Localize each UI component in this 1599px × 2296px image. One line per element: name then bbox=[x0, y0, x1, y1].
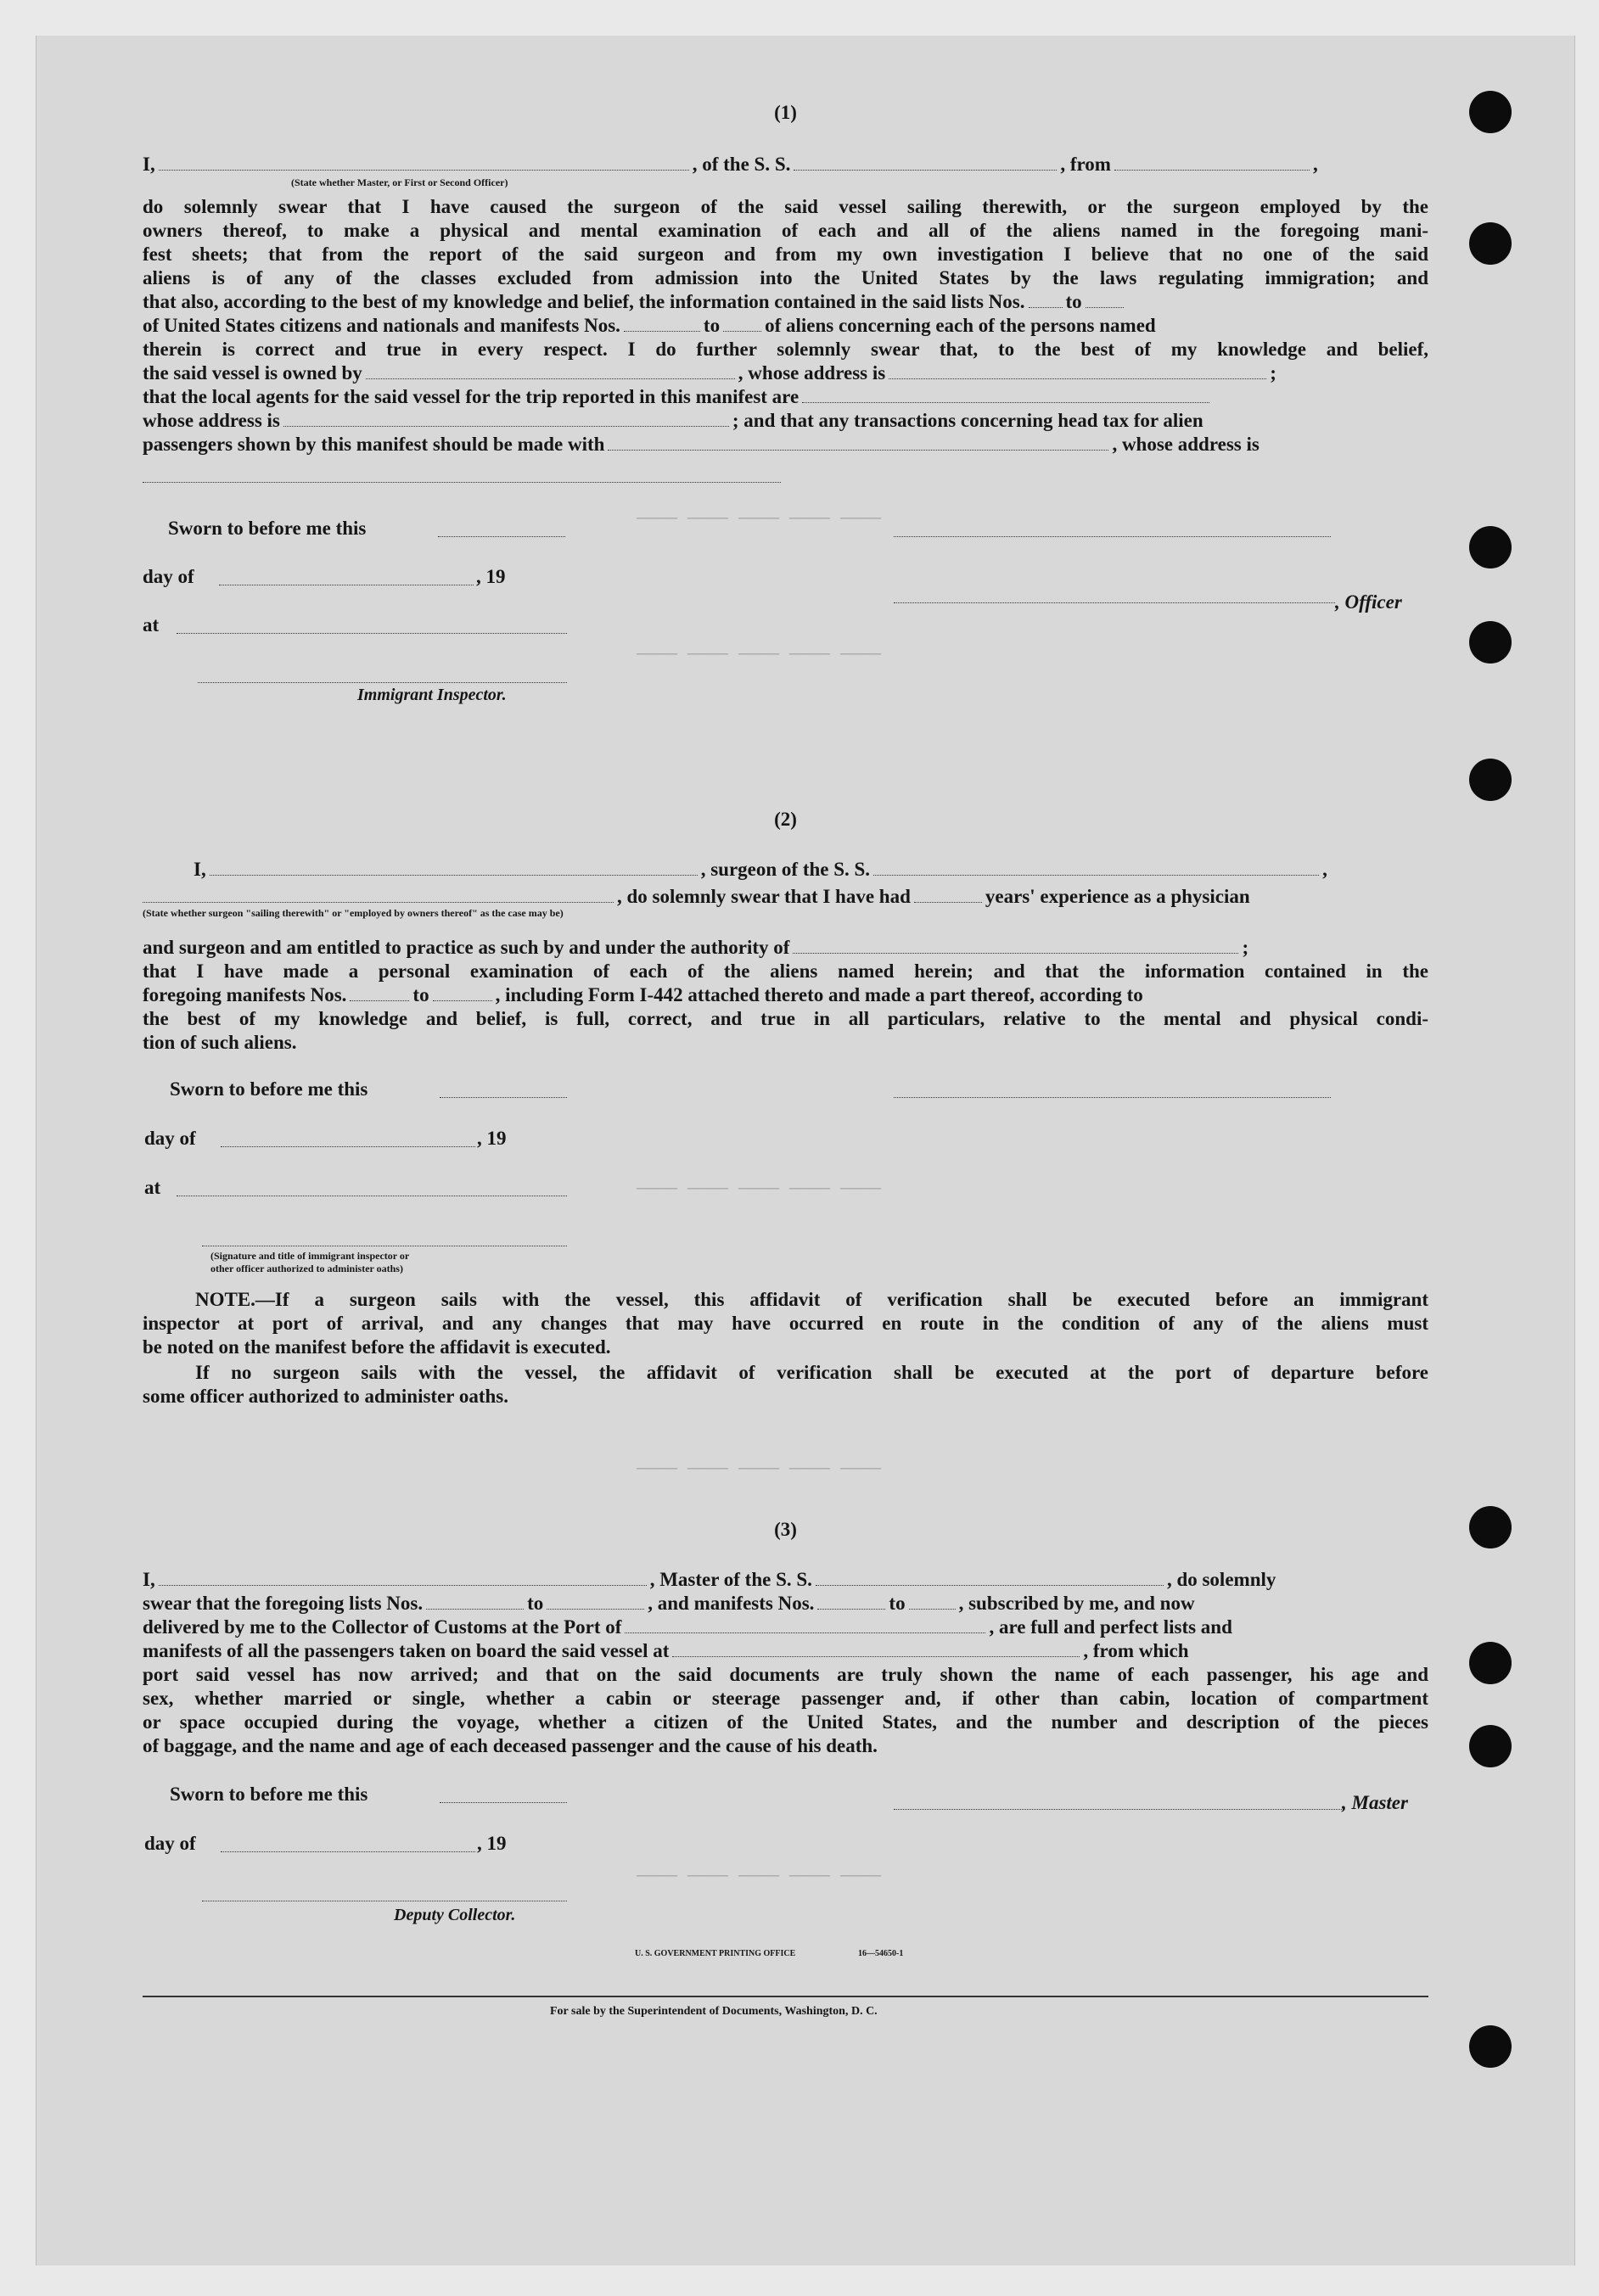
surgeon-text-line: that I have made a personal examination of each of the aliens named herein; and that the information contained in the bbox=[143, 960, 1428, 982]
section-number: (3) bbox=[774, 1519, 797, 1540]
master-line-3: delivered by me to the Collector of Customs at the Port of , are full and perfect lists and bbox=[143, 1616, 1232, 1638]
authority-field[interactable] bbox=[793, 938, 1238, 954]
officer-name-field[interactable] bbox=[894, 602, 1335, 603]
list-from-field[interactable] bbox=[1029, 292, 1063, 308]
head-tax-contact-field[interactable] bbox=[608, 434, 1108, 451]
inspector-signature-field[interactable] bbox=[198, 682, 567, 683]
bleed-through-text: ———— ———— ———— ———— ———— bbox=[637, 509, 882, 529]
oath-text-line: therein is correct and true in every respect. I do further solemnly swear that, to the best of my knowledge and belief, bbox=[143, 339, 1428, 360]
note-line: some officer authorized to administer oaths. bbox=[143, 1386, 508, 1407]
oath-text-line: owners thereof, to make a physical and mental examination of each and all of the aliens named in the foregoing mani- bbox=[143, 220, 1428, 241]
punch-hole bbox=[1469, 91, 1512, 133]
sworn-label: Sworn to before me this bbox=[170, 1078, 368, 1100]
surgeon-text-line: the best of my knowledge and belief, is full, correct, and true in all particulars, relative to the mental and physical condi- bbox=[143, 1008, 1428, 1029]
punch-hole bbox=[1469, 222, 1512, 265]
master-text-line: or space occupied during the voyage, whether a citizen of the United States, and the number and description of the pieces bbox=[143, 1711, 1428, 1733]
surgeon-line-1: I, , surgeon of the S. S. , bbox=[194, 859, 1327, 880]
oath-text-line: aliens is of any of the classes excluded from admission into the United States by the laws regulating immigration; and bbox=[143, 267, 1428, 288]
punch-hole bbox=[1469, 2025, 1512, 2068]
signature-caption: (Signature and title of immigrant inspector or bbox=[210, 1250, 410, 1262]
inspector-label: Immigrant Inspector. bbox=[357, 686, 507, 704]
embarkation-port-field[interactable] bbox=[672, 1641, 1080, 1657]
agents-field[interactable] bbox=[802, 387, 1209, 403]
oath-text-line: do solemnly swear that I have caused the surgeon of the said vessel sailing therewith, or the surgeon employed by the bbox=[143, 196, 1428, 217]
punch-hole bbox=[1469, 1725, 1512, 1767]
bleed-through-text: ———— ———— ———— ———— ———— bbox=[637, 1459, 882, 1479]
bleed-through-text: ———— ———— ———— ———— ———— bbox=[637, 1867, 882, 1886]
surgeon-manifest-to-field[interactable] bbox=[433, 985, 492, 1001]
surgeon-line-5: foregoing manifests Nos. to , including Form I-442 attached thereto and made a part thereof, according to bbox=[143, 984, 1143, 1005]
surgeon-name-field[interactable] bbox=[210, 860, 698, 876]
place-field[interactable] bbox=[177, 633, 567, 634]
footer-rule bbox=[143, 1996, 1428, 1997]
year-label: , 19 bbox=[476, 566, 506, 587]
surgeon-line-2: , do solemnly swear that I have had years' experience as a physician bbox=[143, 885, 1428, 909]
note-line: inspector at port of arrival, and any changes that may have occurred en route in the condition of any of the aliens must bbox=[143, 1313, 1428, 1334]
at-label: at bbox=[143, 614, 160, 636]
note-line: NOTE.—If a surgeon sails with the vessel, this affidavit of verification shall be executed before an immigrant bbox=[195, 1289, 1428, 1310]
year-label: , 19 bbox=[477, 1128, 507, 1149]
oath-line-head-tax: passengers shown by this manifest should be made with , whose address is bbox=[143, 434, 1260, 455]
oath-line-manifests: of United States citizens and nationals and manifests Nos. to of aliens concerning each of the persons named bbox=[143, 315, 1156, 336]
officer-title-field[interactable] bbox=[159, 154, 689, 171]
oath-line-agents: that the local agents for the said vessel for the trip reported in this manifest are bbox=[143, 385, 1428, 409]
oath-line-lists: that also, according to the best of my knowledge and belief, the information contained in the said lists Nos. to bbox=[143, 290, 1428, 314]
lists-from-field[interactable] bbox=[426, 1593, 524, 1610]
surgeon-text-line: tion of such aliens. bbox=[143, 1032, 297, 1053]
sworn-date-field[interactable] bbox=[438, 536, 565, 537]
officer-caption: (State whether Master, or First or Second Officer) bbox=[291, 176, 508, 188]
master-name-field[interactable] bbox=[159, 1570, 647, 1586]
officer-signature-field[interactable] bbox=[894, 536, 1331, 537]
form-code: 16—54650-1 bbox=[858, 1949, 904, 1958]
sale-notice: For sale by the Superintendent of Documents, Washington, D. C. bbox=[550, 2005, 878, 2018]
oath-line-1: I, , of the S. S. , from , bbox=[143, 154, 1318, 175]
oath-line-agent-address: whose address is ; and that any transactions concerning head tax for alien bbox=[143, 410, 1203, 431]
sworn-label: Sworn to before me this bbox=[168, 518, 367, 539]
bleed-through-text: ———— ———— ———— ———— ———— bbox=[637, 645, 882, 664]
at-label: at bbox=[144, 1177, 161, 1198]
day-of-label: day of bbox=[144, 1833, 196, 1854]
signature-caption: other officer authorized to administer oaths) bbox=[210, 1263, 403, 1274]
master-text-line: sex, whether married or single, whether a cabin or steerage passenger and, if other than cabin, location of compartment bbox=[143, 1688, 1428, 1709]
years-field[interactable] bbox=[914, 887, 982, 903]
punch-hole bbox=[1469, 759, 1512, 801]
month-field[interactable] bbox=[221, 1146, 475, 1147]
from-port-field[interactable] bbox=[1114, 154, 1310, 171]
note-line: If no surgeon sails with the vessel, the affidavit of verification shall be executed at the port of departure before bbox=[195, 1362, 1428, 1383]
manifests-to-field[interactable] bbox=[909, 1593, 956, 1610]
vessel-name-field[interactable] bbox=[794, 154, 1057, 171]
sworn-label: Sworn to before me this bbox=[170, 1784, 368, 1805]
oath-text-line: fest sheets; that from the report of the said surgeon and from my own investigation I believe that no one of the said bbox=[143, 244, 1428, 265]
year-label: , 19 bbox=[477, 1833, 507, 1854]
surgeon-status-field[interactable] bbox=[143, 887, 614, 903]
officer-label: , Officer bbox=[1335, 591, 1402, 613]
punch-hole bbox=[1469, 526, 1512, 568]
master-line-2: swear that the foregoing lists Nos. to , and manifests Nos. to , subscribed by me, and now bbox=[143, 1593, 1195, 1614]
surgeon-line-3: and surgeon and am entitled to practice as such by and under the authority of ; bbox=[143, 937, 1249, 958]
manifests-from-field[interactable] bbox=[817, 1593, 885, 1610]
agent-address-field[interactable] bbox=[283, 411, 729, 427]
master-line-1: I, , Master of the S. S. , do solemnly bbox=[143, 1569, 1276, 1590]
master-label: , Master bbox=[1342, 1792, 1408, 1813]
owner-field[interactable] bbox=[366, 363, 735, 379]
lists-to-field[interactable] bbox=[547, 1593, 644, 1610]
surgeon-signature-field[interactable] bbox=[894, 1097, 1331, 1098]
master-text-line: port said vessel has now arrived; and that on the said documents are truly shown the name of each passenger, his age and bbox=[143, 1664, 1428, 1685]
master-line-4: manifests of all the passengers taken on board the said vessel at , from which bbox=[143, 1640, 1189, 1661]
punch-hole bbox=[1469, 1506, 1512, 1548]
owner-address-field[interactable] bbox=[889, 363, 1266, 379]
note-line: be noted on the manifest before the affidavit is executed. bbox=[143, 1336, 611, 1358]
master-vessel-field[interactable] bbox=[816, 1570, 1164, 1586]
deputy-collector-label: Deputy Collector. bbox=[394, 1906, 516, 1924]
bleed-through-text: ———— ———— ———— ———— ———— bbox=[637, 1179, 882, 1199]
surgeon-manifest-from-field[interactable] bbox=[350, 985, 409, 1001]
month-field[interactable] bbox=[221, 1851, 475, 1852]
master-signature-field[interactable] bbox=[894, 1809, 1344, 1810]
punch-hole bbox=[1469, 621, 1512, 664]
oath-line-owner: the said vessel is owned by , whose address is ; bbox=[143, 362, 1276, 384]
surgeon-status-caption: (State whether surgeon "sailing therewith" or "employed by owners thereof" as the case may be) bbox=[143, 907, 564, 919]
sworn-date-field[interactable] bbox=[440, 1097, 567, 1098]
section-number: (2) bbox=[774, 809, 797, 830]
collector-port-field[interactable] bbox=[625, 1617, 985, 1633]
punch-hole bbox=[1469, 1642, 1512, 1684]
day-of-label: day of bbox=[144, 1128, 196, 1149]
surgeon-vessel-field[interactable] bbox=[873, 860, 1319, 876]
sworn-date-field[interactable] bbox=[440, 1802, 567, 1803]
day-of-label: day of bbox=[143, 566, 194, 587]
section-number: (1) bbox=[774, 102, 797, 123]
manifest-from-field[interactable] bbox=[624, 316, 700, 332]
manifest-to-field[interactable] bbox=[723, 316, 761, 332]
list-to-field[interactable] bbox=[1086, 292, 1124, 308]
head-tax-address-field[interactable] bbox=[143, 482, 781, 483]
master-text-line: of baggage, and the name and age of each deceased passenger and the cause of his death. bbox=[143, 1735, 878, 1756]
printer-imprint: U. S. GOVERNMENT PRINTING OFFICE bbox=[635, 1949, 796, 1958]
